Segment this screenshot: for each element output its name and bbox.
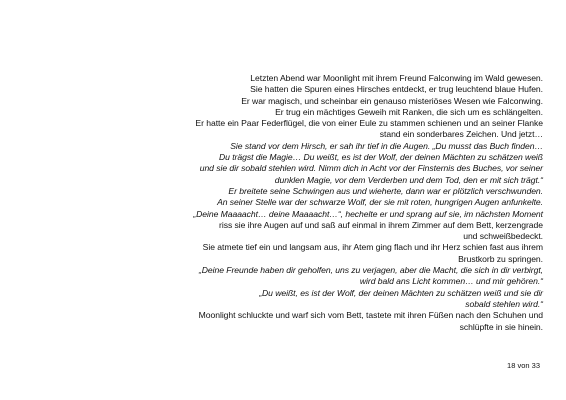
text-line: sobald stehlen wird.“ [465, 298, 543, 309]
text-line: und schweißbedeckt. [463, 231, 543, 242]
text-line: dunklen Magie, vor dem Verderben und dem Tod, den er mit sich trägt.“ [274, 174, 543, 185]
story-text [118, 73, 543, 333]
text-line: Brustkorb zu springen. [458, 253, 543, 264]
text-line: Du trägst die Magie… Du weißt, es ist der Wolf, der deinen Mächten zu schätzen weiß [219, 152, 543, 163]
text-line: Sie stand vor dem Hirsch, er sah ihr tief in die Augen. „Du musst das Buch finden… [230, 140, 543, 151]
text-line: „Deine Maaaacht… deine Maaaacht…“, hechelte er und sprang auf sie, im nächsten Moment [193, 208, 543, 219]
page-number: 18 von 33 [507, 361, 540, 370]
text-line: wird bald ans Licht kommen… und mir gehören.“ [359, 276, 543, 287]
text-line: Er trug ein mächtiges Geweih mit Ranken, die sich um es schlängelten. [275, 106, 543, 117]
text-line: An seiner Stelle war der schwarze Wolf, der sie mit roten, hungrigen Augen anfunkelte. [217, 197, 543, 208]
text-line: Er breitete seine Schwingen aus und wieherte, dann war er plötzlich verschwunden. [228, 185, 543, 196]
text-line: Sie atmete tief ein und langsam aus, ihr Atem ging flach und ihr Herz schien fast aus ihrem [202, 242, 543, 253]
text-line: riss sie ihre Augen auf und saß auf einmal in ihrem Zimmer auf dem Bett, kerzengrade [219, 219, 543, 230]
text-line: „Deine Freunde haben dir geholfen, uns zu verjagen, aber die Macht, die sich in dir verbirgt, [198, 265, 543, 276]
text-line: Er hatte ein Paar Federflügel, die von einer Eule zu stammen schienen und an seiner Flanke [195, 118, 543, 129]
text-line: schlüpfte in sie hinein. [459, 321, 543, 332]
text-line: und sie dir sobald stehlen wird. Nimm dich in Acht vor der Finsternis des Buches, vor seiner [199, 163, 543, 174]
text-line: Moonlight schluckte und warf sich vom Bett, tastete mit ihren Füßen nach den Schuhen und [198, 310, 543, 321]
text-line: stand ein sonderbares Zeichen. Und jetzt… [379, 129, 543, 140]
text-line: Er war magisch, und scheinbar ein genauso misteriöses Wesen wie Falconwing. [241, 95, 543, 106]
text-line: „Du weißt, es ist der Wolf, der deinen Mächten zu schätzen weiß und sie dir [259, 287, 543, 298]
text-line: Letzten Abend war Moonlight mit ihrem Freund Falconwing im Wald gewesen. [250, 73, 543, 83]
text-line: Sie hatten die Spuren eines Hirsches entdeckt, er trug leuchtend blaue Hufen. [250, 84, 543, 95]
